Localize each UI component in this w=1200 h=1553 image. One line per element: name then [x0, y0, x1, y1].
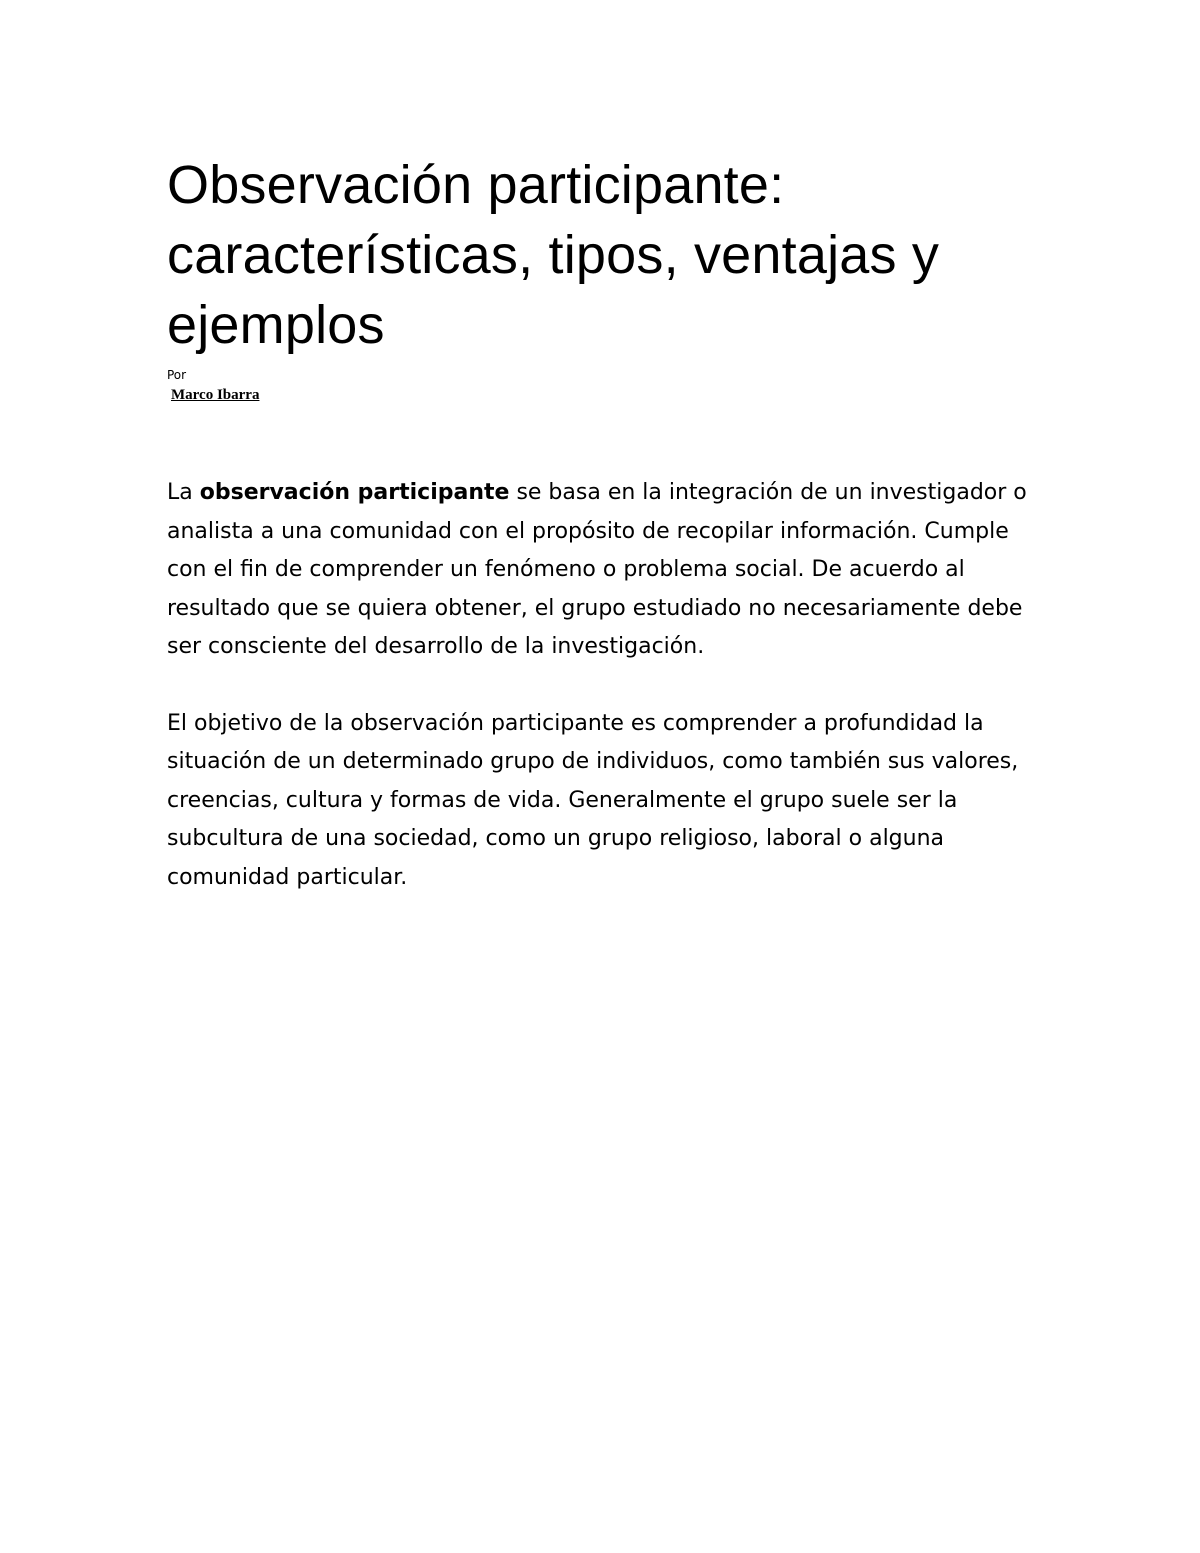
paragraph-1-bold-term: observación participante	[199, 480, 510, 505]
paragraph-1-rest: se basa en la integración de un investigador o analista a una comunidad con el propósito de recopilar información. Cumple con el fin de comprender un fenómeno o problema social. De acuerdo al resultado que se quiera obtener, el grupo estudiado no necesariamente debe ser consciente del desarrollo de la investigación.	[167, 480, 1027, 659]
article-title: Observación participante: características, tipos, ventajas y ejemplos	[167, 155, 940, 355]
article-body	[167, 474, 1047, 897]
paragraph-2: El objetivo de la observación participante es comprender a profundidad la situación de un determinado grupo de individuos, como también sus valores, creencias, cultura y formas de vida. Generalmente el grupo suele ser la subcultura de una sociedad, como un grupo religioso, laboral o alguna comunidad particular.	[167, 710, 1019, 890]
byline-prefix: Por	[167, 368, 187, 382]
article-content	[167, 150, 1047, 935]
paragraph-1	[167, 474, 1047, 667]
author-link[interactable]: Marco Ibarra	[171, 387, 260, 403]
paragraph-1-lead: La	[167, 480, 200, 505]
